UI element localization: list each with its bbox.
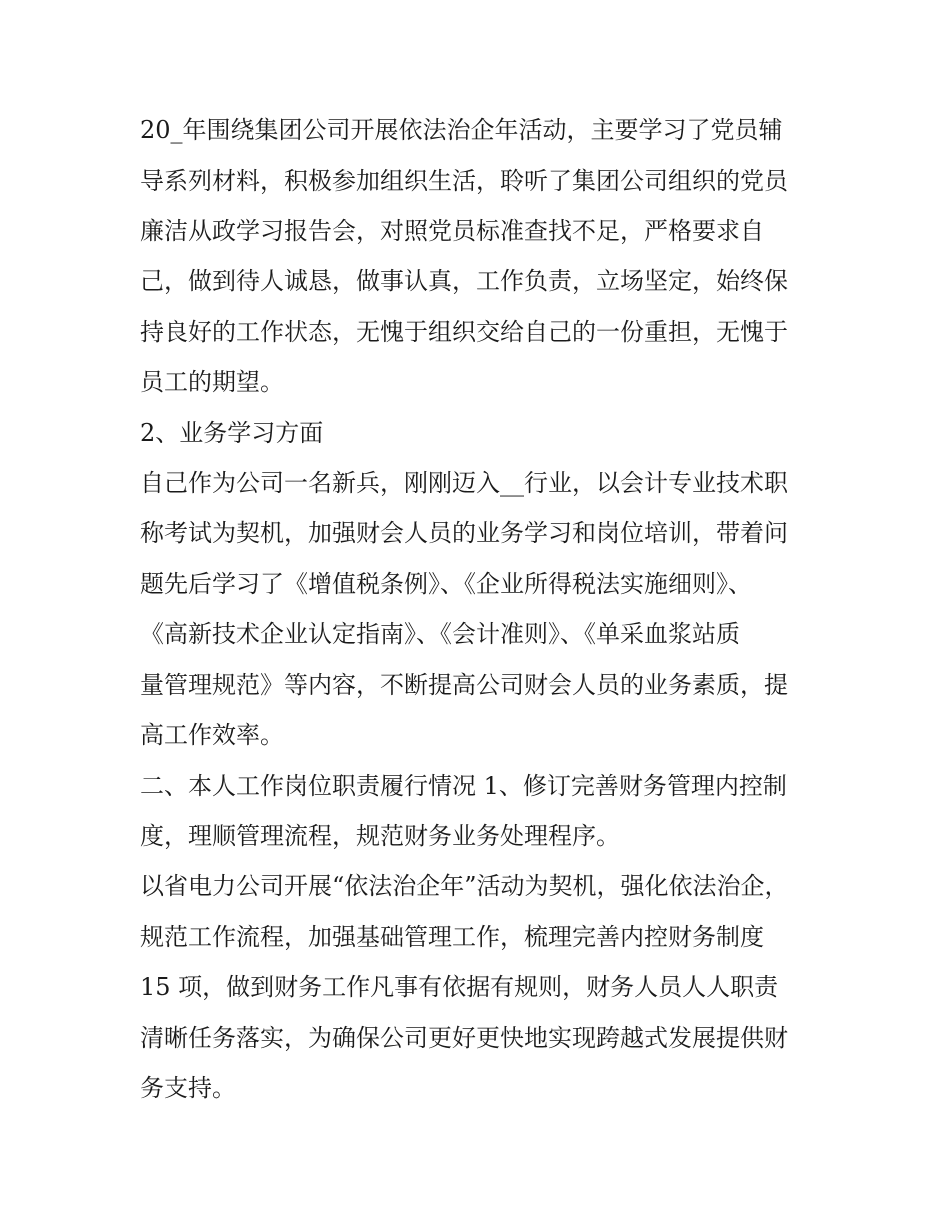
text-line: 以省电力公司开展“依法治企年”活动为契机，强化依法治企， [140,872,789,900]
text-line: 规范工作流程，加强基础管理工作，梳理完善内控财务制度 [140,923,764,951]
text-line: 导系列材料，积极参加组织生活，聆听了集团公司组织的党员 [140,167,788,195]
section-heading: 2、业务学习方面 [140,419,324,447]
text-line: 15 项，做到财务工作凡事有依据有规则，财务人员人人职责 [140,973,779,1001]
text-line: 务支持。 [140,1074,236,1102]
text-line: 持良好的工作状态，无愧于组织交给自己的一份重担，无愧于 [140,318,788,346]
text-line: 廉洁从政学习报告会，对照党员标准查找不足，严格要求自 [140,217,764,245]
text-line: 清晰任务落实，为确保公司更好更快地实现跨越式发展提供财 [140,1024,788,1052]
text-line: 称考试为契机，加强财会人员的业务学习和岗位培训，带着问 [140,519,788,547]
text-line: 题先后学习了《增值税条例》、《企业所得税法实施细则》、 [140,570,752,598]
text-line: 度，理顺管理流程，规范财务业务处理程序。 [140,822,620,850]
text-line: 20_年围绕集团公司开展依法治企年活动，主要学习了党员辅 [140,116,783,144]
section-heading: 二、本人工作岗位职责履行情况 1、修订完善财务管理内控制 [140,772,787,800]
text-line: 量管理规范》等内容，不断提高公司财会人员的业务素质，提 [140,671,788,699]
text-line: 自己作为公司一名新兵，刚刚迈入__行业，以会计专业技术职 [140,469,788,497]
text-line: 高工作效率。 [140,721,284,749]
text-line: 己，做到待人诚恳，做事认真，工作负责，立场坚定，始终保 [140,267,788,295]
text-line: 《高新技术企业认定指南》、《会计准则》、《单采血浆站质 [140,620,740,648]
text-line: 员工的期望。 [140,368,284,396]
